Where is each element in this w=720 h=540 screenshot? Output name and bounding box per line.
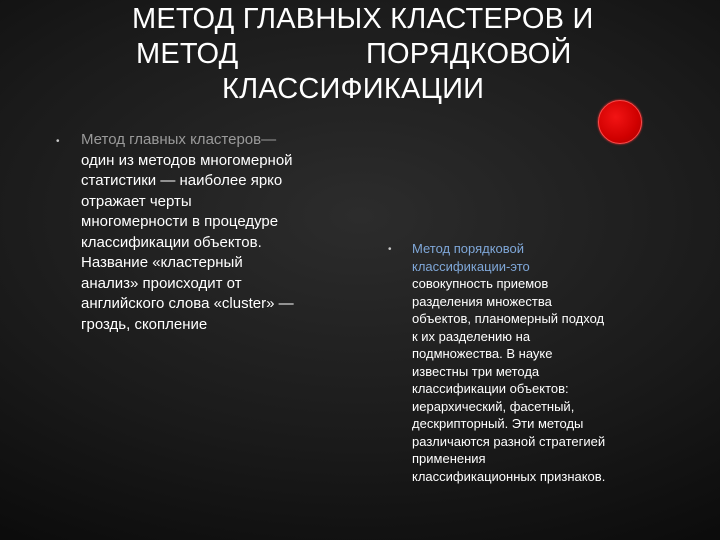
left-line: один из методов многомерной xyxy=(81,151,293,169)
right-line: к их разделению на xyxy=(412,328,531,344)
right-line: классификации-это xyxy=(412,258,530,274)
red-circle-decoration xyxy=(598,100,642,144)
right-line: объектов, планомерный подход xyxy=(412,311,605,326)
bullet-right: • xyxy=(388,244,392,255)
right-line: дескрипторный. Эти методы xyxy=(412,416,584,431)
right-line: классификации объектов: xyxy=(412,381,569,396)
right-line: совокупность приемов xyxy=(412,276,549,291)
right-line: Метод порядковой xyxy=(412,241,525,256)
right-line: иерархический, фасетный, xyxy=(412,398,575,414)
right-line: различаются разной стратегией xyxy=(412,433,606,449)
title-line-2-right: ПОРЯДКОВОЙ xyxy=(366,38,572,70)
left-text-block xyxy=(81,130,351,335)
bullet-left: • xyxy=(56,136,60,147)
left-line: английского слова «cluster» — xyxy=(81,295,294,312)
right-line: классификационных признаков. xyxy=(412,468,606,484)
left-line: отражает черты xyxy=(81,192,192,210)
left-line: классификации объектов. xyxy=(81,233,262,251)
left-line: статистики — наиболее ярко xyxy=(81,172,283,189)
right-text-block xyxy=(412,240,674,485)
title-line-1: МЕТОД ГЛАВНЫХ КЛАСТЕРОВ И xyxy=(132,3,594,35)
left-line: Название «кластерный xyxy=(81,254,243,271)
title-line-3: КЛАССИФИКАЦИИ xyxy=(222,73,485,105)
right-line: применения xyxy=(412,451,486,466)
right-line: подмножества. В науке xyxy=(412,346,553,361)
title-line-2-left: МЕТОД xyxy=(136,38,239,70)
left-line: Метод главных кластеров— xyxy=(81,131,277,148)
right-line: известны три метода xyxy=(412,363,540,379)
left-line: многомерности в процедуре xyxy=(81,213,279,230)
left-line: гроздь, скопление xyxy=(81,315,208,333)
right-line: разделения множества xyxy=(412,293,552,309)
left-line: анализ» происходит от xyxy=(81,274,242,292)
